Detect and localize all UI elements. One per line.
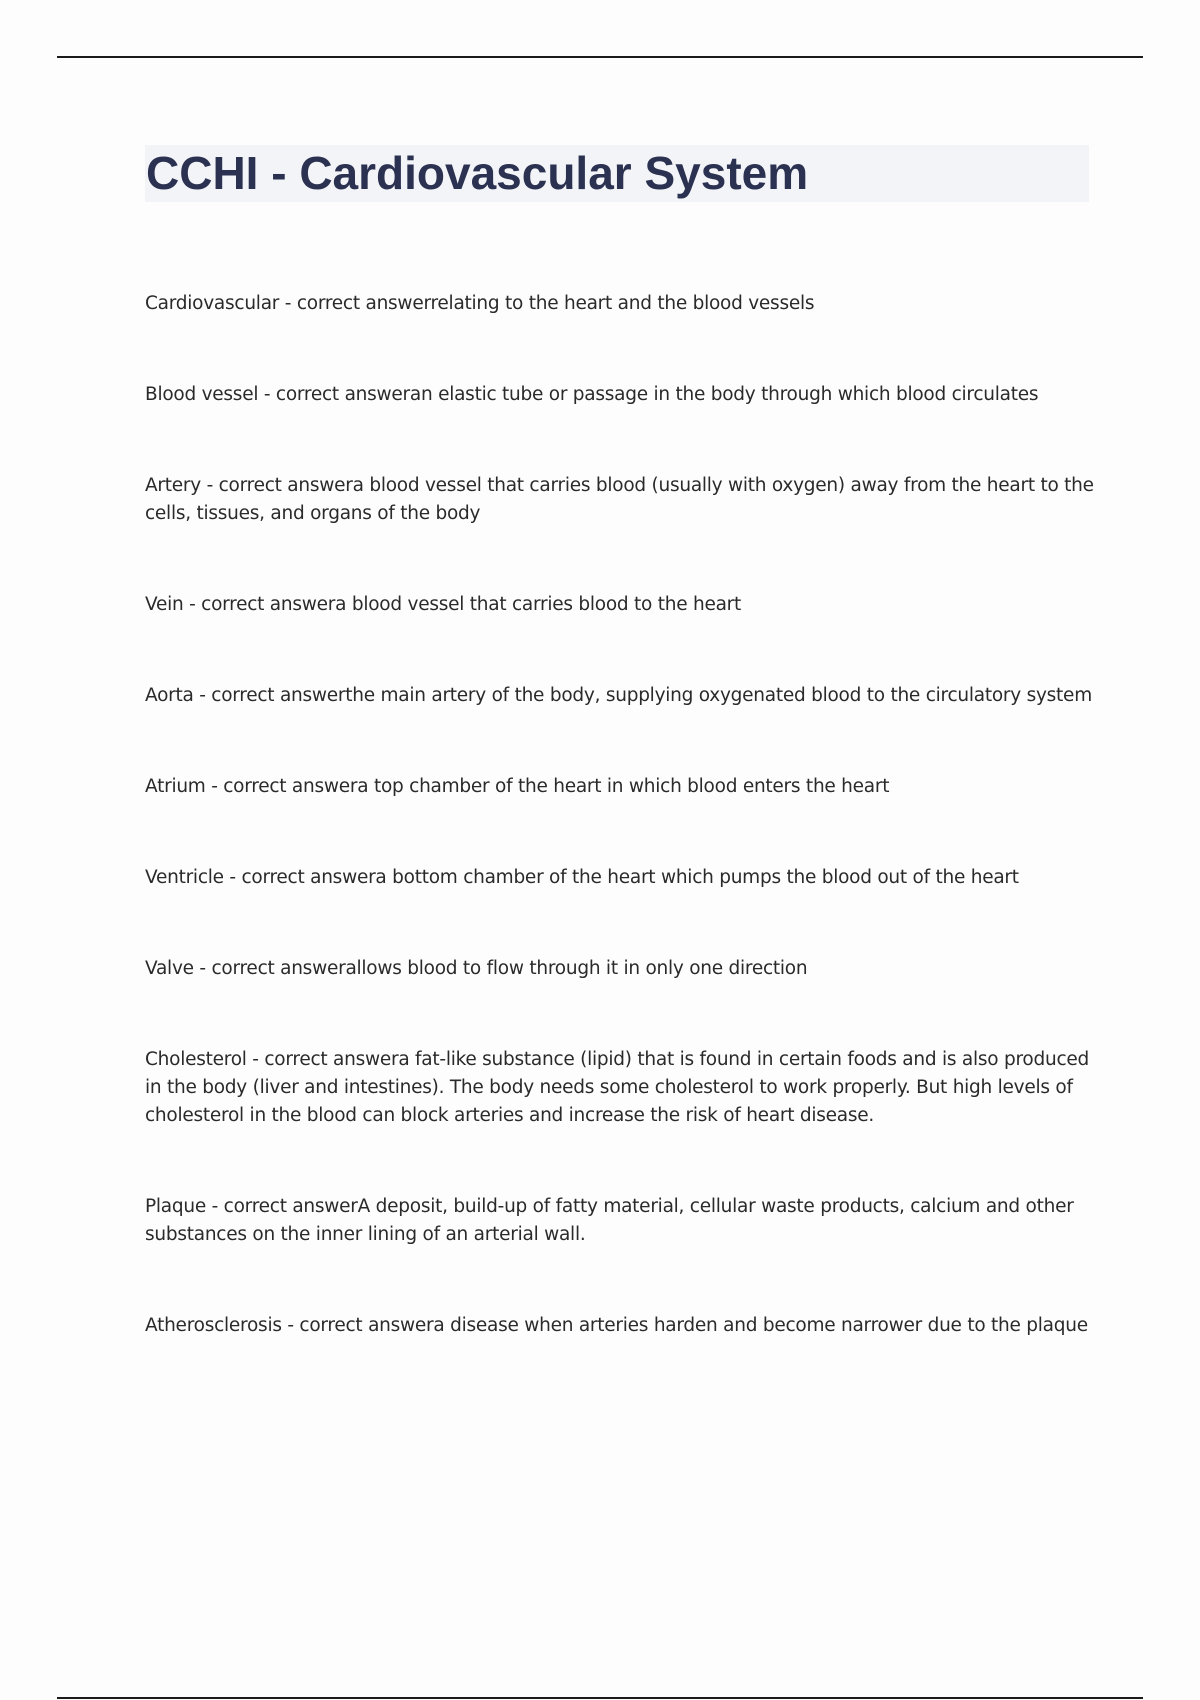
entry-plaque: Plaque - correct answerA deposit, build-up of fatty material, cellular waste products, calcium and other substances on the inner lining of an arterial wall. bbox=[145, 1196, 1074, 1245]
entry-atherosclerosis: Atherosclerosis - correct answera disease when arteries harden and become narrower due to the plaque bbox=[145, 1315, 1088, 1336]
entry-valve: Valve - correct answerallows blood to flow through it in only one direction bbox=[145, 958, 808, 979]
flashcard-list bbox=[145, 290, 1095, 1340]
entry-cardiovascular: Cardiovascular - correct answerrelating to the heart and the blood vessels bbox=[145, 293, 815, 314]
entry-aorta: Aorta - correct answerthe main artery of the body, supplying oxygenated blood to the circulatory system bbox=[145, 685, 1092, 706]
entry-vein: Vein - correct answera blood vessel that carries blood to the heart bbox=[145, 594, 742, 615]
entry-ventricle: Ventricle - correct answera bottom chamber of the heart which pumps the blood out of the heart bbox=[145, 867, 1019, 888]
entry-blood-vessel: Blood vessel - correct answeran elastic tube or passage in the body through which blood circulates bbox=[145, 384, 1039, 405]
page-title: CCHI - Cardiovascular System bbox=[146, 147, 809, 199]
top-divider bbox=[57, 56, 1143, 58]
entry-artery: Artery - correct answera blood vessel that carries blood (usually with oxygen) away from the heart to the cells, tissues, and organs of the body bbox=[145, 475, 1094, 524]
entry-atrium: Atrium - correct answera top chamber of the heart in which blood enters the heart bbox=[145, 776, 890, 797]
entry-cholesterol: Cholesterol - correct answera fat-like substance (lipid) that is found in certain foods and is also produced in the body (liver and intestines). The body needs some cholesterol to work properly. But high levels of cholesterol in the blood can block arteries and increase the risk of heart disease. bbox=[145, 1049, 1089, 1126]
bottom-divider bbox=[57, 1697, 1143, 1699]
